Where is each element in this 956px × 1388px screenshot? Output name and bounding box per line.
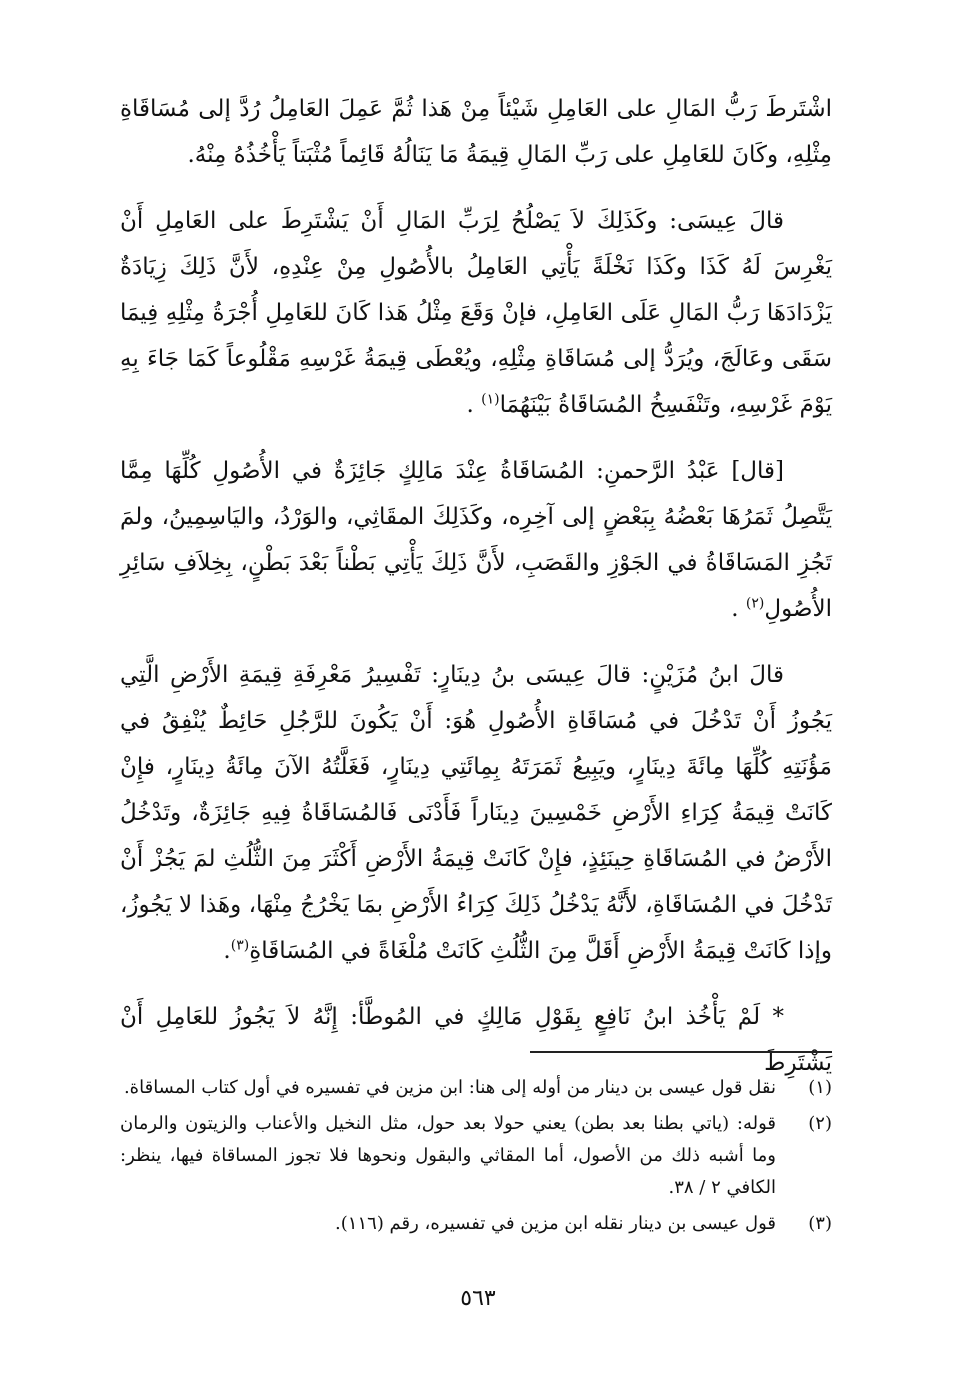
footnote-ref-1: (١) [481, 391, 500, 408]
footnote-text: نقل قول عيسى بن دينار من أوله إلى هنا: ابن مزين في تفسيره في أول كتاب المساقاة. [123, 1077, 776, 1098]
footnote-3 [120, 1208, 832, 1240]
paragraph-2-text: قالَ عِيسَى: وكَذَلِكَ لاَ يَصْلُحُ لِرَبِّ المَالِ أَنْ يَشْتَرِطَ على العَامِلِ أَنْ يَغْرِسَ لَهُ كَذَا وكَذَا نَخْلَةً يَأْتِي العَامِلُ بالأُصُولِ مِنْ عِنْدِهِ، لأَنَّ ذَلِكَ زِيَادَةٌ يَزْدَادَهَا رَبُّ المَالِ عَلَى العَامِلِ، فإنْ وَقَعَ مِثْلُ هَذا كَانَ للعَامِلِ أُجْرَةُ مِثْلِهِ فِيمَا سَقَى وعَالَجَ، ويُرَدُّ إلى مُسَاقَاةِ مِثْلِهِ، ويُعْطَى قِيمَةُ غَرْسِهِ مَقْلُوعاً كَمَا جَاءَ بِهِ يَوْمَ غَرْسِهِ، وتَنْفَسِخُ المُسَاقَاةُ بَيْنَهُمَا [120, 208, 832, 418]
paragraph-4-end: . [223, 938, 231, 964]
paragraph-2 [120, 198, 832, 428]
footnotes [120, 1072, 832, 1244]
paragraph-1-text: اشْتَرطَ رَبُّ المَالِ على العَامِلِ شَيْئاً مِنْ هَذا ثُمَّ عَمِلَ العَامِلُ رُدَّ إلى مُسَاقَاةِ مِثْلِهِ، وكَانَ للعَامِلِ على رَبِّ المَالِ قِيمَةُ مَا يَنَالُهُ قَائِماً مُثْبَتاً يَأْخُذُهُ مِنْهُ. [120, 96, 832, 168]
paragraph-1 [120, 86, 832, 178]
paragraph-4 [120, 652, 832, 974]
footnote-text: قوله: (ياتي بطنا بعد بطن) يعني حولا بعد حول، مثل النخيل والأعناب والزيتون والرمان وما أشبه ذلك من الأصول، أما المقاثي والبقول ونحوها فلا تجوز المساقاة فيها، ينظر: الكافي ٢ / ٣٨. [120, 1113, 776, 1198]
footnote-1 [120, 1072, 832, 1104]
page-number: ٥٦٣ [460, 1286, 496, 1311]
footnote-ref-2: (٢) [745, 595, 765, 612]
main-text [120, 86, 832, 1106]
footnote-number: (٣) [808, 1213, 832, 1234]
footnote-number: (٢) [808, 1113, 832, 1134]
paragraph-3 [120, 448, 832, 632]
paragraph-3-text: [قال] عَبْدُ الرَّحمنِ: المُسَاقَاةُ عِنْدَ مَالِكٍ جَائِزَةٌ في الأُصُولِ كُلِّهَا مِمَّا يَتَّصِلُ ثَمَرُهَا بَعْضُهُ بِبَعْضٍ إلى آخِرِه، وكَذَلِكَ المقَاثِي، والوَرْدُ، واليَاسِمِينُ، ولمَ تَجُزِ المَسَاقَاةُ في الجَوْزِ والقَصَبِ، لأَنَّ ذَلِكَ يَأْتِي بَطْناً بَعْدَ بَطْنٍ، بِخِلاَفِ سَائِرِ الأُصُولِ [120, 458, 832, 622]
footnote-ref-3: (٣) [230, 937, 250, 954]
paragraph-3-end: . [731, 596, 746, 622]
footnote-divider [530, 1051, 832, 1053]
footnote-text: قول عيسى بن دينار نقله ابن مزين في تفسيره، رقم (١١٦). [335, 1213, 776, 1234]
paragraph-2-end: . [466, 392, 482, 418]
footnote-2 [120, 1108, 832, 1204]
paragraph-5-text: * لَمْ يَأْخُذ ابنُ نَافِعٍ بِقَوْلِ مَالِكٍ في المُوطَّأ: إِنَّهُ لاَ يَجُوزُ للعَامِلِ أَنْ يَشْتَرِطَ [120, 1004, 832, 1076]
footnote-number: (١) [808, 1077, 832, 1098]
paragraph-4-text: قالَ ابنُ مُزَيْنٍ: قالَ عِيسَى بنُ دِينَارٍ: تَفْسِيرُ مَعْرِفَةِ قِيمَةِ الأَرْضِ الَّتِي يَجُوزُ أَنْ تَدْخُلَ في مُسَاقَاةِ الأُصُولِ هُوَ: أَنْ يَكُونَ للرَّجُلِ حَائِطٌ يُنْفِقُ في مَؤُنَتِهِ كُلِّهَا مِائَةَ دِينَارٍ، ويَبِيعُ ثَمَرَتَهُ بِمِائَتِي دِينَارٍ، فَغَلَّتُهُ الآنَ مِائَةُ دِينَارٍ، فإِنْ كَانَتْ قِيمَةُ كِرَاءِ الأَرْضِ خَمْسِينَ دِينَاراً فَأَدْنَى فَالمُسَاقَاةُ فِيهِ جَائِزَةٌ، وتَدْخُلُ الأَرْضُ في المُسَاقَاةِ حِينَئِذٍ، فإِنْ كَانَتْ قِيمَةُ الأَرْضِ أَكْثَرَ مِنَ الثُّلُثِ لمَ يَجُزْ أَنْ تَدْخُلَ في المُسَاقَاةِ، لأَنَّهُ يَدْخُلُ ذَلِكَ كِرَاءُ الأَرْضِ بمَا يَخْرُجُ مِنْهَا، وهَذا لا يَجُوزُ، وإذا كَانَتْ قِيمَةُ الأَرْضِ أَقَلَّ مِنَ الثُّلُثِ كَانَتْ مُلْغَاةً في المُسَاقَاةِ [120, 662, 832, 964]
